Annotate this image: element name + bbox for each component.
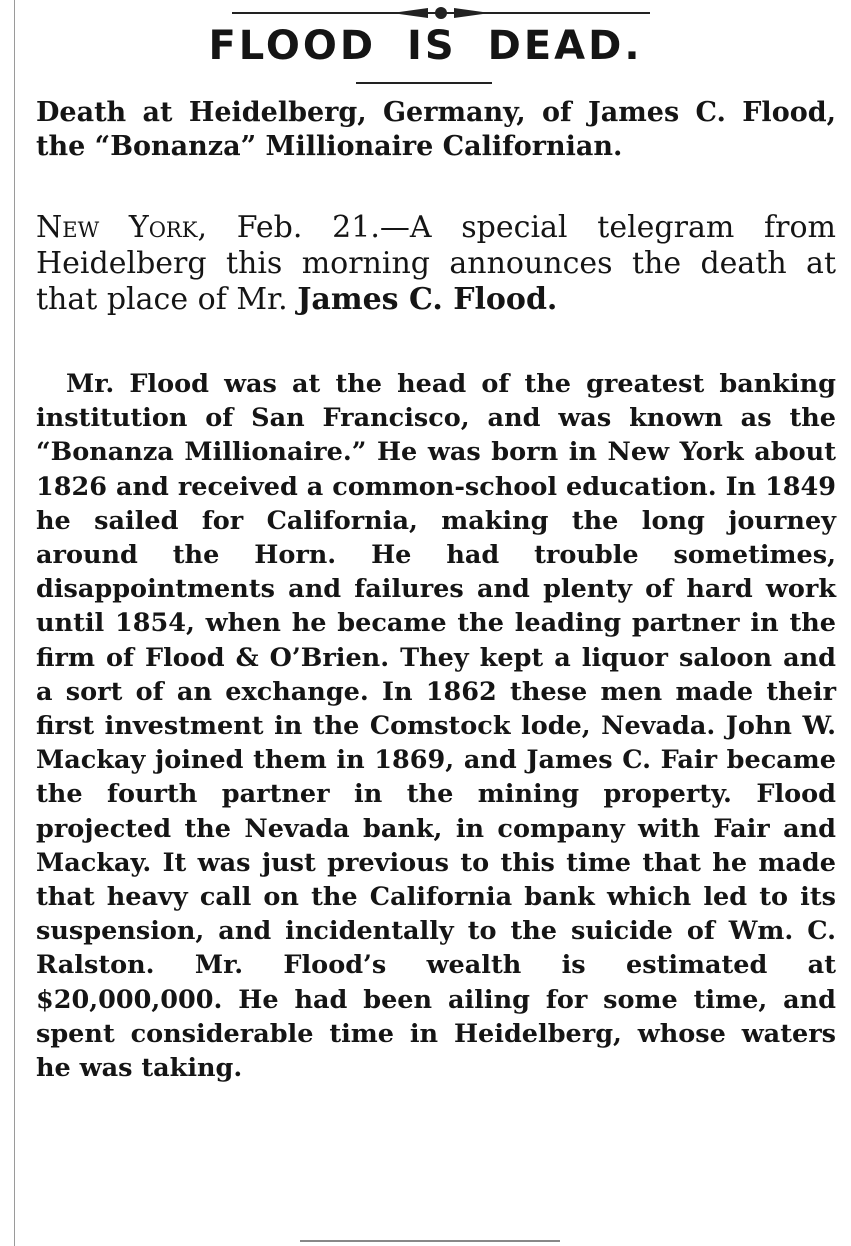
ornament-rule xyxy=(232,4,650,22)
lead-paragraph: New York, Feb. 21.—A special telegram from Heidelberg this morning announces the death at that place of Mr. James C. Flood. xyxy=(36,210,837,317)
lead-text: A special telegram from Heidelberg this morning announces the death at that place of Mr. xyxy=(36,210,837,317)
bottom-rule xyxy=(300,1240,560,1242)
headline-rule xyxy=(356,82,492,84)
column-rule xyxy=(14,0,15,1246)
body-paragraph: Mr. Flood was at the head of the greatest banking institution of San Francisco, and was known as the “Bonanza Millionaire.” He was born in New York about 1826 and received a common-school education. In 1849 he sailed for California, making the long journey around the Horn. He had trouble sometimes, disappointments and failures and plenty of hard work until 1854, when he became the leading partner in the firm of Flood & O’Brien. They kept a liquor saloon and a sort of an exchange. In 1862 these men made their first investment in the Comstock lode, Nevada. John W. Mackay joined them in 1869, and James C. Fair became the fourth partner in the mining property. Flood projected the Nevada bank, in company with Fair and Mackay. It was just previous to this time that he made that heavy call on the California bank which led to its suspension, and incidentally to the suicide of Wm. C. Ralston. Mr. Flood’s wealth is estimated at $20,000,000. He had been ailing for some time, and spent considerable time in Heidelberg, whose waters he was taking. xyxy=(36,369,836,1084)
subheadline: Death at Heidelberg, Germany, of James C. Flood, the “Bonanza” Millionaire Californian. xyxy=(36,97,836,162)
lead-ending: James C. Flood. xyxy=(297,282,558,317)
dateline-place: New York xyxy=(36,210,198,245)
dateline-date: Feb. 21.— xyxy=(236,210,410,245)
headline: FLOOD IS DEAD. xyxy=(208,23,643,69)
